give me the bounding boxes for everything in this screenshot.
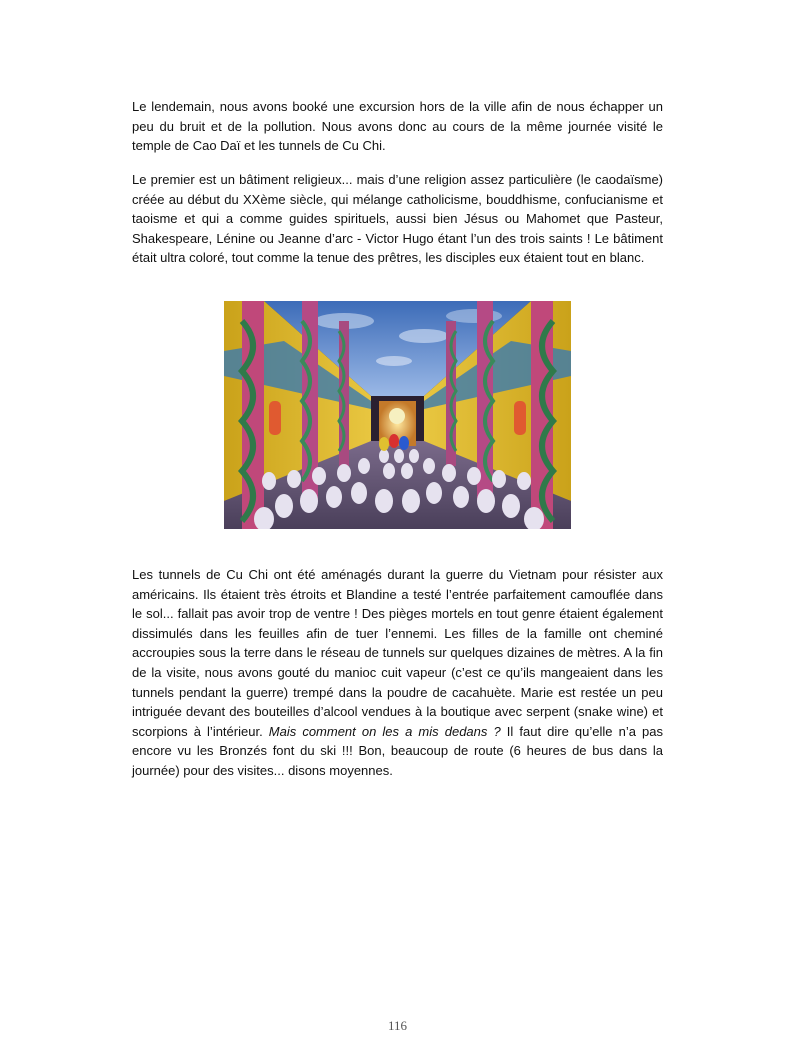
paragraph-intro: Le lendemain, nous avons booké une excursion hors de la ville afin de nous échapper un peu du bruit et de la pollution. Nous avons donc au cours de la même journée visité le temple de Cao Daï et les tunnels de Cu Chi.: [132, 99, 663, 154]
paragraph-cao-dai: Le premier est un bâtiment religieux... mais d’une religion assez particulière (le caodaïsme) créée au début du XXème siècle, qui mélange catholicisme, bouddhisme, confucianisme et taoisme et qui a comme guides spirituels, aussi bien Jésus ou Mahomet que Pasteur, Shakespeare, Lénine ou Jeanne d’arc - Victor Hugo étant l’un des trois saints ! Le bâtiment était ultra coloré, tout comme la tenue des prêtres, les disciples eux étaient tout en blanc.: [132, 172, 663, 266]
paragraph-cu-chi-text-2: Il faut dire qu’elle n’a pas encore vu les Bronzés font du ski !!! Bon, beaucoup de route (6 heures de bus dans la journée) pour des visites... disons moyennes.: [132, 723, 663, 778]
page-number: 116: [387, 1018, 408, 1033]
paragraph-cu-chi-italic-question: Mais comment on les a mis dedans ?: [268, 723, 501, 739]
cao-dai-temple-photo: [224, 301, 571, 529]
paragraph-cu-chi-text-1: Les tunnels de Cu Chi ont été aménagés durant la guerre du Vietnam pour résister aux américains. Ils étaient très étroits et Blandine a testé l’entrée parfaitement camouflée dans le sol... fallait pas avoir trop de ventre ! Des pièges mortels en tout genre étaient également dissimulés dans les feuilles afin de tuer l’ennemi. Les filles de la famille ont cheminé accroupies sous la terre dans le réseau de tunnels sur quelques dizaines de mètres. A la fin de la visite, nous avons gouté du manioc cuit vapeur (c’est ce qu’ils mangeaient dans les tunnels pendant la guerre) trempé dans la poudre de cacahuète. Marie est restée un peu intriguée devant des bouteilles d’alcool vendues à la boutique avec serpent (snake wine) et scorpions à l’intérieur.: [132, 567, 663, 739]
paragraph-cu-chi: [132, 565, 663, 781]
